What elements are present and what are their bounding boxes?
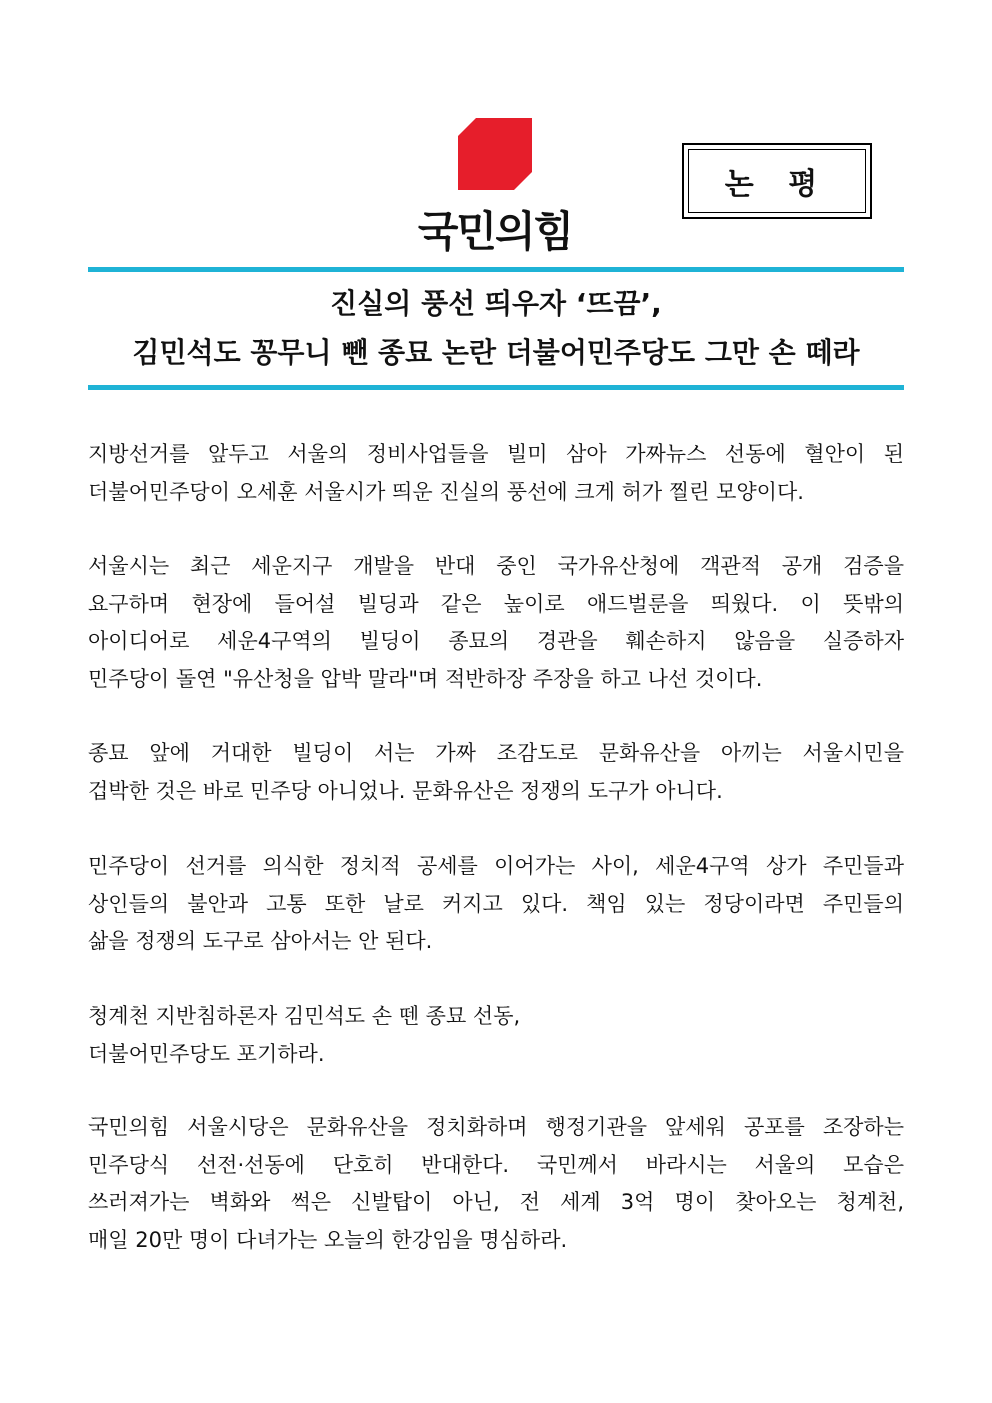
paragraph-line: 매일 20만 명이 다녀가는 오늘의 한강임을 명심하라. [88, 1227, 568, 1252]
paragraph-5 [88, 998, 904, 1073]
paragraph-line: 쓰러져가는 벽화와 썩은 신발탑이 아닌, 전 세계 3억 명이 찾아오는 청계천, [88, 1190, 904, 1214]
paragraph-line: 겁박한 것은 바로 민주당 아니었나. 문화유산은 정쟁의 도구가 아니다. [88, 778, 723, 803]
paragraph-line: 민주당이 돌연 "유산청을 압박 말라"며 적반하장 주장을 하고 나선 것이다. [88, 666, 763, 691]
paragraph-line: 민주당이 선거를 의식한 정치적 공세를 이어가는 사이, 세운4구역 상가 주민들과 [88, 854, 904, 878]
paragraph-line: 지방선거를 앞두고 서울의 정비사업들을 빌미 삼아 가짜뉴스 선동에 혈안이 된 [88, 442, 904, 466]
paragraph-2 [88, 548, 904, 698]
party-logo-mark [458, 118, 532, 190]
paragraph-4 [88, 848, 904, 961]
paragraph-line: 요구하며 현장에 들어설 빌딩과 같은 높이로 애드벌룬을 띄웠다. 이 뜻밖의 [88, 591, 904, 616]
paragraph-line: 서울시는 최근 세운지구 개발을 반대 중인 국가유산청에 객관적 공개 검증을 [88, 554, 904, 578]
headline-line-2: 김민석도 꽁무니 뺀 종묘 논란 더불어민주당도 그만 손 떼라 [132, 336, 860, 369]
logo-square-shape [458, 118, 532, 190]
headline-bottom-rule [88, 385, 904, 390]
paragraph-line: 청계천 지반침하론자 김민석도 손 뗀 종묘 선동, [88, 1004, 521, 1028]
paragraph-line: 국민의힘 서울시당은 문화유산을 정치화하며 행정기관을 앞세워 공포를 조장하는 [88, 1115, 904, 1139]
headline-top-rule [88, 267, 904, 272]
paragraph-1 [88, 436, 904, 511]
headline-line-1: 진실의 풍선 띄우자 ‘뜨끔’, [330, 287, 662, 320]
paragraph-line: 더불어민주당이 오세훈 서울시가 띄운 진실의 풍선에 크게 허가 찔린 모양이다. [88, 479, 804, 504]
paragraph-line: 종묘 앞에 거대한 빌딩이 서는 가짜 조감도로 문화유산을 아끼는 서울시민을 [88, 741, 904, 765]
paragraph-6 [88, 1109, 904, 1259]
paragraph-line: 삶을 정쟁의 도구로 삼아서는 안 된다. [88, 929, 433, 953]
badge-label: 논 평 [688, 149, 866, 213]
paragraph-line: 상인들의 불안과 고통 또한 날로 커지고 있다. 책임 있는 정당이라면 주민들의 [88, 891, 904, 916]
paragraph-3 [88, 735, 904, 810]
paragraph-line: 민주당식 선전·선동에 단호히 반대한다. 국민께서 바라시는 서울의 모습은 [88, 1152, 904, 1177]
paragraph-line: 더불어민주당도 포기하라. [88, 1041, 325, 1066]
document-type-badge [682, 143, 872, 219]
party-logo-text: 국민의힘 [417, 207, 573, 256]
paragraph-line: 아이디어로 세운4구역의 빌딩이 종묘의 경관을 훼손하지 않음을 실증하자 [88, 629, 904, 653]
